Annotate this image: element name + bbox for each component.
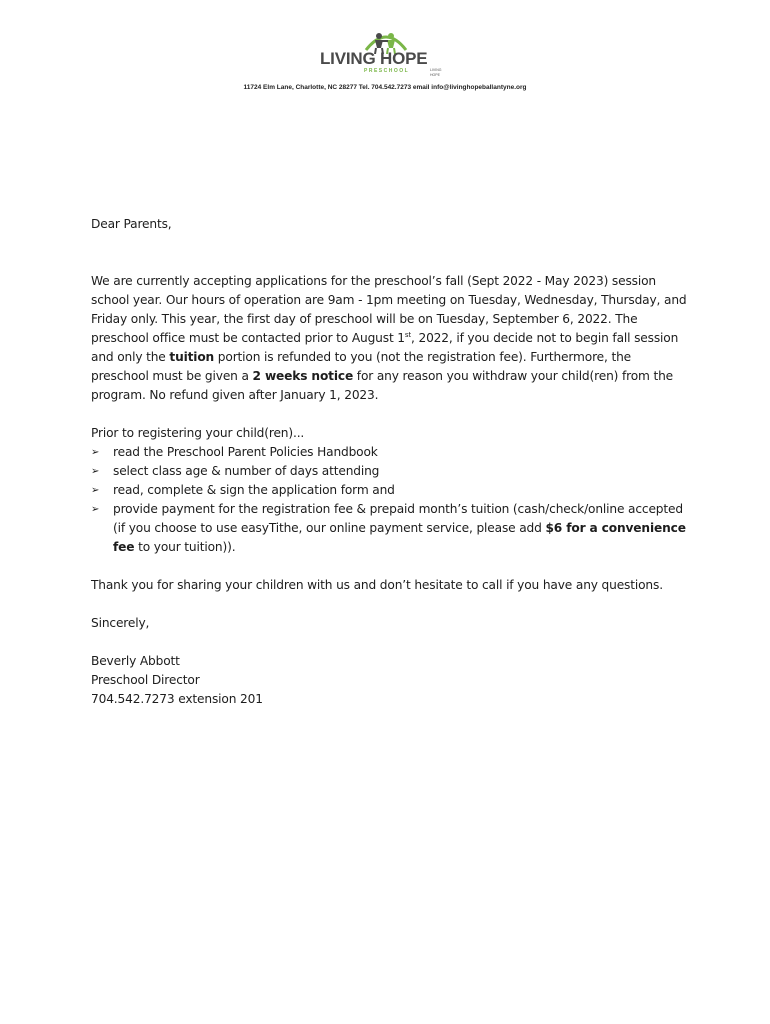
list-item-text: select class age & number of days attending xyxy=(113,464,380,478)
salutation: Dear Parents, xyxy=(91,217,172,231)
preschool-logo xyxy=(318,30,452,76)
ordinal-suffix: st xyxy=(404,331,412,339)
paragraph-text: portion is refunded to you (not the registration fee). Furthermore, the preschool must be given a xyxy=(91,350,632,383)
arrow-bullet-icon: ➢ xyxy=(91,466,100,477)
list-item-text: provide payment for the registration fee & prepaid month’s tuition (cash/check/online accepted (if you choose to use easyTithe, our online payment service, please add xyxy=(113,502,683,535)
letter-body xyxy=(91,215,691,709)
signature-name: Beverly Abbott xyxy=(91,654,180,668)
signature-phone: 704.542.7273 extension 201 xyxy=(91,692,263,706)
signature-title: Preschool Director xyxy=(91,673,200,687)
main-paragraph xyxy=(91,272,691,405)
logo-name: LIVING HOPE xyxy=(320,49,428,68)
arrow-bullet-icon: ➢ xyxy=(91,447,100,458)
list-item xyxy=(91,500,691,557)
logo-subtitle: PRESCHOOL xyxy=(364,68,410,74)
closing: Sincerely, xyxy=(91,616,150,630)
list-item xyxy=(91,462,691,481)
arrow-bullet-icon: ➢ xyxy=(91,504,100,515)
bold-convenience-fee: $6 for a convenience fee xyxy=(113,521,686,554)
checklist-intro: Prior to registering your child(ren)... xyxy=(91,426,305,440)
list-item-text: read the Preschool Parent Policies Handbook xyxy=(113,445,378,459)
list-item-text: to your tuition)). xyxy=(134,540,236,554)
arrow-bullet-icon: ➢ xyxy=(91,485,100,496)
registration-checklist xyxy=(91,443,691,557)
paragraph-text: We are currently accepting applications for the preschool’s fall (Sept 2022 - May 2023) session school year. Our hours of operation are 9am - 1pm meeting on Tuesday, Wednesday, Thursday, and Friday only. This year, the first day of preschool will be on Tuesday, September 6, 2022. The preschool office must be contacted prior to August 1 xyxy=(91,274,687,345)
bold-tuition: tuition xyxy=(169,350,215,364)
paragraph-text: for any reason you withdraw your child(ren) from the program. No refund given after January 1, 2023. xyxy=(91,369,674,402)
address-line: 11724 Elm Lane, Charlotte, NC 28277 Tel. 704.542.7273 email info@livinghopeballantyne.org xyxy=(243,84,527,91)
thank-you-line: Thank you for sharing your children with us and don’t hesitate to call if you have any questions. xyxy=(91,578,663,592)
list-item xyxy=(91,443,691,462)
paragraph-text: , 2022, if you decide not to begin fall session and only the xyxy=(91,331,679,364)
list-item-text: read, complete & sign the application form and xyxy=(113,483,395,497)
bold-notice: 2 weeks notice xyxy=(252,369,354,383)
list-item xyxy=(91,481,691,500)
logo-side-text: LIVING HOPE xyxy=(430,68,442,77)
